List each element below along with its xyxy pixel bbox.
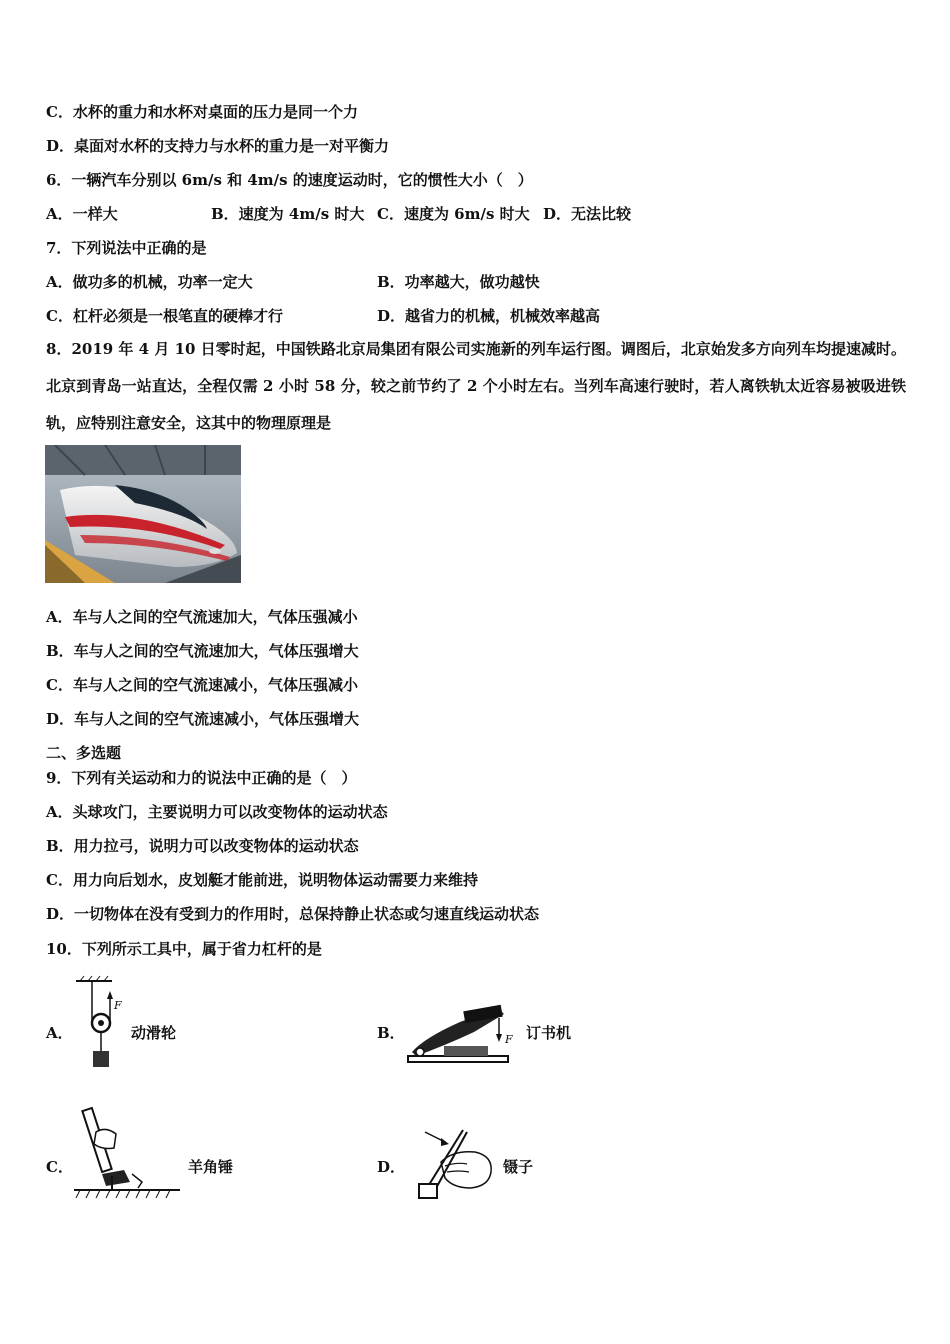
section-heading: 二、多选题: [46, 744, 122, 762]
q10-option-c-label: 羊角锤: [188, 1158, 234, 1176]
claw-hammer-figure: [72, 1104, 184, 1200]
q10-option-d-letter: D．: [377, 1158, 406, 1176]
q8-stem: 8．2019 年 4 月 10 日零时起，中国铁路北京局集团有限公司实施新的列车运行图。调图后，北京始发多方向列车均提速减时。北京到青岛一站直达，全程仅需 2 小时 58 分，较之前节约了 2 个小时左右。当列车高速行驶时，若人离铁轨太近容易被吸进铁轨，应特别注意安全，这其中的物理原理是: [46, 340, 906, 432]
q7-option-a: A．做功多的机械，功率一定大: [46, 273, 253, 291]
movable-pulley-force-label: F: [114, 999, 122, 1012]
q9-option-a: A．头球攻门，主要说明力可以改变物体的运动状态: [46, 803, 388, 821]
q8-option-b: B．车与人之间的空气流速加大，气体压强增大: [46, 642, 359, 660]
q10-option-d-label: 镊子: [503, 1158, 534, 1176]
q6-option-d: D．无法比较: [543, 205, 632, 223]
q7-option-d: D．越省力的机械，机械效率越高: [377, 307, 601, 325]
train-photo: [45, 445, 241, 583]
q10-option-a-letter: A．: [46, 1024, 73, 1042]
q10-option-b-letter: B．: [377, 1024, 405, 1042]
stapler-force-label: F: [505, 1033, 513, 1046]
q9-option-b: B．用力拉弓，说明力可以改变物体的运动状态: [46, 837, 359, 855]
q5-option-c: C．水杯的重力和水杯对桌面的压力是同一个力: [46, 103, 358, 121]
q10-option-b-label: 订书机: [526, 1024, 572, 1042]
q10-stem: 10．下列所示工具中，属于省力杠杆的是: [46, 940, 322, 958]
q6-option-c: C．速度为 6m/s 时大: [377, 205, 530, 223]
q8-option-c: C．车与人之间的空气流速减小，气体压强减小: [46, 676, 358, 694]
q7-option-c: C．杠杆必须是一根笔直的硬棒才行: [46, 307, 283, 325]
q9-option-d: D．一切物体在没有受到力的作用时，总保持静止状态或匀速直线运动状态: [46, 905, 540, 923]
q7-stem: 7．下列说法中正确的是: [46, 239, 207, 257]
movable-pulley-figure: [72, 975, 132, 1075]
q7-option-b: B．功率越大，做功越快: [377, 273, 540, 291]
q6-stem: 6．一辆汽车分别以 6m/s 和 4m/s 的速度运动时，它的惯性大小（ ）: [46, 171, 533, 189]
q5-option-d: D．桌面对水杯的支持力与水杯的重力是一对平衡力: [46, 137, 390, 155]
q8-option-d: D．车与人之间的空气流速减小，气体压强增大: [46, 710, 360, 728]
q10-option-c-letter: C．: [46, 1158, 73, 1176]
q9-option-c: C．用力向后划水，皮划艇才能前进，说明物体运动需要力来维持: [46, 871, 478, 889]
q6-option-b: B．速度为 4m/s 时大: [211, 205, 365, 223]
q6-option-a: A．一样大: [46, 205, 118, 223]
tweezers-figure: [405, 1122, 497, 1204]
q8-option-a: A．车与人之间的空气流速加大，气体压强减小: [46, 608, 358, 626]
q10-option-a-label: 动滑轮: [131, 1024, 177, 1042]
q9-stem: 9．下列有关运动和力的说法中正确的是（ ）: [46, 769, 357, 787]
